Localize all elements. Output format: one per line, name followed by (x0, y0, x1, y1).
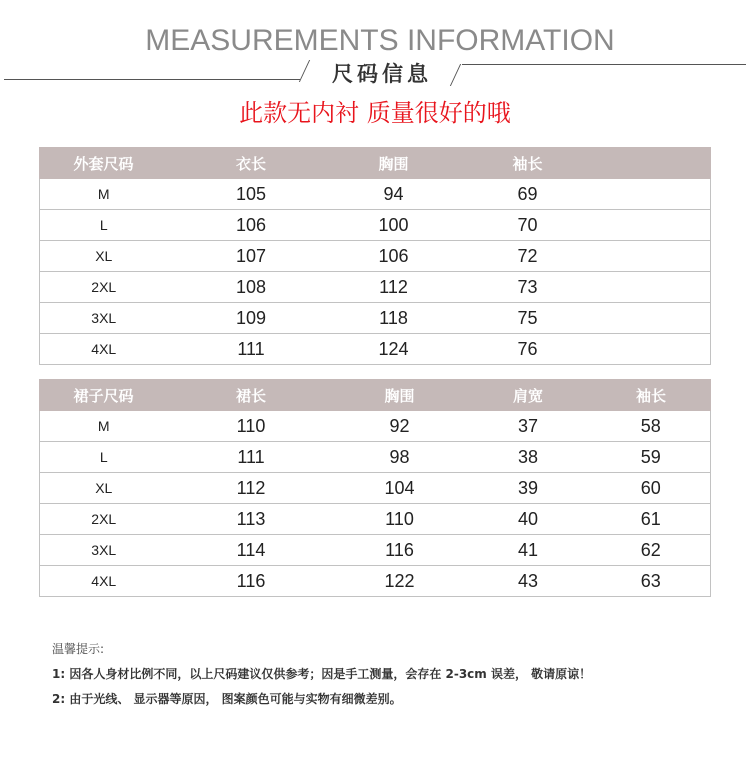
size-cell: 3XL (40, 535, 168, 566)
tip-line: 2: 由于光线、 显示器等原因， 图案颜色可能与实物有细微差别。 (52, 692, 402, 706)
tips-section (52, 637, 732, 712)
table-cell: 76 (453, 334, 603, 365)
column-header: 袖长 (592, 380, 711, 411)
tips-title: 温馨提示: (52, 642, 105, 656)
table-row (40, 473, 711, 504)
table-cell: 69 (453, 179, 603, 210)
size-cell: XL (40, 241, 168, 272)
table-cell: 70 (453, 210, 603, 241)
table-cell: 72 (453, 241, 603, 272)
size-cell: L (40, 210, 168, 241)
table-cell: 38 (465, 442, 592, 473)
column-header: 袖长 (453, 148, 603, 179)
table-cell: 61 (592, 504, 711, 535)
title-rule-right (462, 64, 746, 65)
column-header: 裙子尺码 (40, 380, 168, 411)
size-cell: L (40, 442, 168, 473)
size-cell: M (40, 179, 168, 210)
column-header: 外套尺码 (40, 148, 168, 179)
table-cell (603, 303, 711, 334)
table-row (40, 566, 711, 597)
table-header-row (40, 380, 711, 411)
no-lining-notice: 此款无内衬 质量很好的哦 (239, 99, 511, 127)
table-cell: 63 (592, 566, 711, 597)
column-header: 肩宽 (465, 380, 592, 411)
table-row (40, 442, 711, 473)
table-cell: 124 (335, 334, 453, 365)
table-cell: 112 (168, 473, 335, 504)
table-cell: 111 (168, 442, 335, 473)
column-header (603, 148, 711, 179)
table-cell: 108 (168, 272, 335, 303)
table-cell (603, 334, 711, 365)
table-cell: 37 (465, 411, 592, 442)
table-cell (603, 210, 711, 241)
table-cell: 113 (168, 504, 335, 535)
table-cell: 118 (335, 303, 453, 334)
table-cell: 62 (592, 535, 711, 566)
table-cell: 104 (335, 473, 465, 504)
table-cell: 59 (592, 442, 711, 473)
table-cell (603, 272, 711, 303)
column-header: 胸围 (335, 380, 465, 411)
table-cell: 98 (335, 442, 465, 473)
title-chinese: 尺码信息 (332, 62, 432, 86)
table-cell: 116 (335, 535, 465, 566)
table-row (40, 411, 711, 442)
title-english: MEASUREMENTS INFORMATION (145, 24, 615, 57)
table-cell: 41 (465, 535, 592, 566)
table-cell (603, 179, 711, 210)
table-cell: 106 (335, 241, 453, 272)
table-cell: 110 (168, 411, 335, 442)
table-row (40, 535, 711, 566)
title-rule-left (4, 79, 300, 80)
column-header: 衣长 (168, 148, 335, 179)
jacket-size-table (39, 147, 711, 365)
table-header-row (40, 148, 711, 179)
size-cell: 3XL (40, 303, 168, 334)
table-cell: 116 (168, 566, 335, 597)
table-cell: 40 (465, 504, 592, 535)
table-cell: 94 (335, 179, 453, 210)
size-cell: 2XL (40, 272, 168, 303)
table-cell: 122 (335, 566, 465, 597)
title-slash-left (299, 60, 310, 82)
size-cell: 2XL (40, 504, 168, 535)
table-cell (603, 241, 711, 272)
table-cell: 73 (453, 272, 603, 303)
table-cell: 60 (592, 473, 711, 504)
table-cell: 58 (592, 411, 711, 442)
size-cell: M (40, 411, 168, 442)
table-cell: 39 (465, 473, 592, 504)
title-slash-right (450, 64, 461, 86)
size-cell: 4XL (40, 334, 168, 365)
column-header: 胸围 (335, 148, 453, 179)
table-row (40, 303, 711, 334)
table-cell: 114 (168, 535, 335, 566)
table-row (40, 210, 711, 241)
table-row (40, 504, 711, 535)
column-header: 裙长 (168, 380, 335, 411)
table-cell: 109 (168, 303, 335, 334)
table-row (40, 272, 711, 303)
table-cell: 100 (335, 210, 453, 241)
table-cell: 111 (168, 334, 335, 365)
tip-line: 1: 因各人身材比例不同，以上尺码建议仅供参考；因是手工测量，会存在 2-3cm 误差， 敬请原谅！ (52, 667, 592, 681)
skirt-size-table (39, 379, 711, 597)
table-cell: 107 (168, 241, 335, 272)
table-cell: 112 (335, 272, 453, 303)
table-cell: 106 (168, 210, 335, 241)
table-cell: 43 (465, 566, 592, 597)
size-cell: XL (40, 473, 168, 504)
table-cell: 75 (453, 303, 603, 334)
table-row (40, 179, 711, 210)
table-row (40, 334, 711, 365)
table-row (40, 241, 711, 272)
table-cell: 110 (335, 504, 465, 535)
table-cell: 92 (335, 411, 465, 442)
table-cell: 105 (168, 179, 335, 210)
size-cell: 4XL (40, 566, 168, 597)
